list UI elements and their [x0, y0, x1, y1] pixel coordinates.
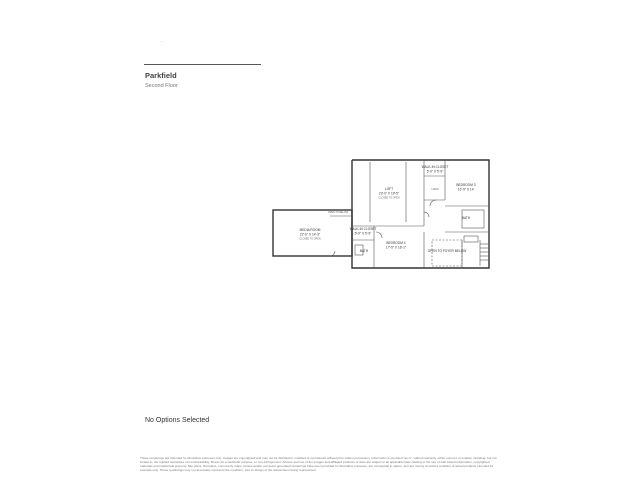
plan-title: Parkfield — [145, 71, 177, 80]
room-dims: 23'-0" X 19'-5" — [378, 191, 400, 196]
room-note: CLOSED TO OPEN — [378, 196, 400, 200]
header-faint-mark: — · — [160, 39, 165, 43]
room-name: OPEN TO FOYER BELOW — [427, 249, 467, 253]
room-name: OPEN TO BELOW — [328, 211, 348, 214]
floor-name: Second Floor — [145, 83, 178, 89]
room-name: BEDROOM 3 — [456, 183, 476, 187]
room-name: BATH — [461, 216, 471, 220]
room-name: LOFT — [384, 187, 394, 191]
room-name: BEDROOM 4 — [386, 241, 406, 245]
room-dims: 17'-5" X 16'-1" — [385, 245, 407, 250]
room-dims: 16'-5" X 14' — [457, 187, 475, 192]
room-name: WALK-IN CLOSET — [349, 227, 377, 231]
disclaimer-text: These renderings are intended for illustrative purposes only. Images are copyrighted and may not be distributed, modified or reproduced without prior written permission. Information is provided "as is", without warranty, either express or implied, including, but not limited to, the implied warranties of merchantability, fitness for a particular purpose, or non-infringement. Access and use of the images and affiliated products or links are subject to all applicable laws relating to the use of web-based information, copyrighted materials and intellectual property. Site plans, floorplans, community maps, photos and/or computer generated renderings have been provided for illustrative purposes, are conceptual in nature, and are merely an artist's rendition of actual products intended for example only. These renderings may not accurately represent the condition, size or design of the actual items being represented. — [140, 456, 497, 472]
room-dims: 5'-9" X 5'-9" — [354, 231, 372, 236]
plan-outline-main — [349, 160, 489, 268]
room-dims: 22'-6" X 14'-3" — [299, 232, 321, 237]
room-note: CLOSED TO OPEN — [299, 237, 321, 241]
room-name: BATH — [359, 249, 369, 253]
room-name: MEDIA ROOM — [299, 228, 321, 232]
room-dims: 5'-9" X 5'-9" — [426, 169, 444, 174]
room-name: WALK-IN CLOSET — [421, 165, 449, 169]
options-status: No Options Selected — [145, 417, 210, 424]
room-name: LINEN — [431, 188, 439, 191]
